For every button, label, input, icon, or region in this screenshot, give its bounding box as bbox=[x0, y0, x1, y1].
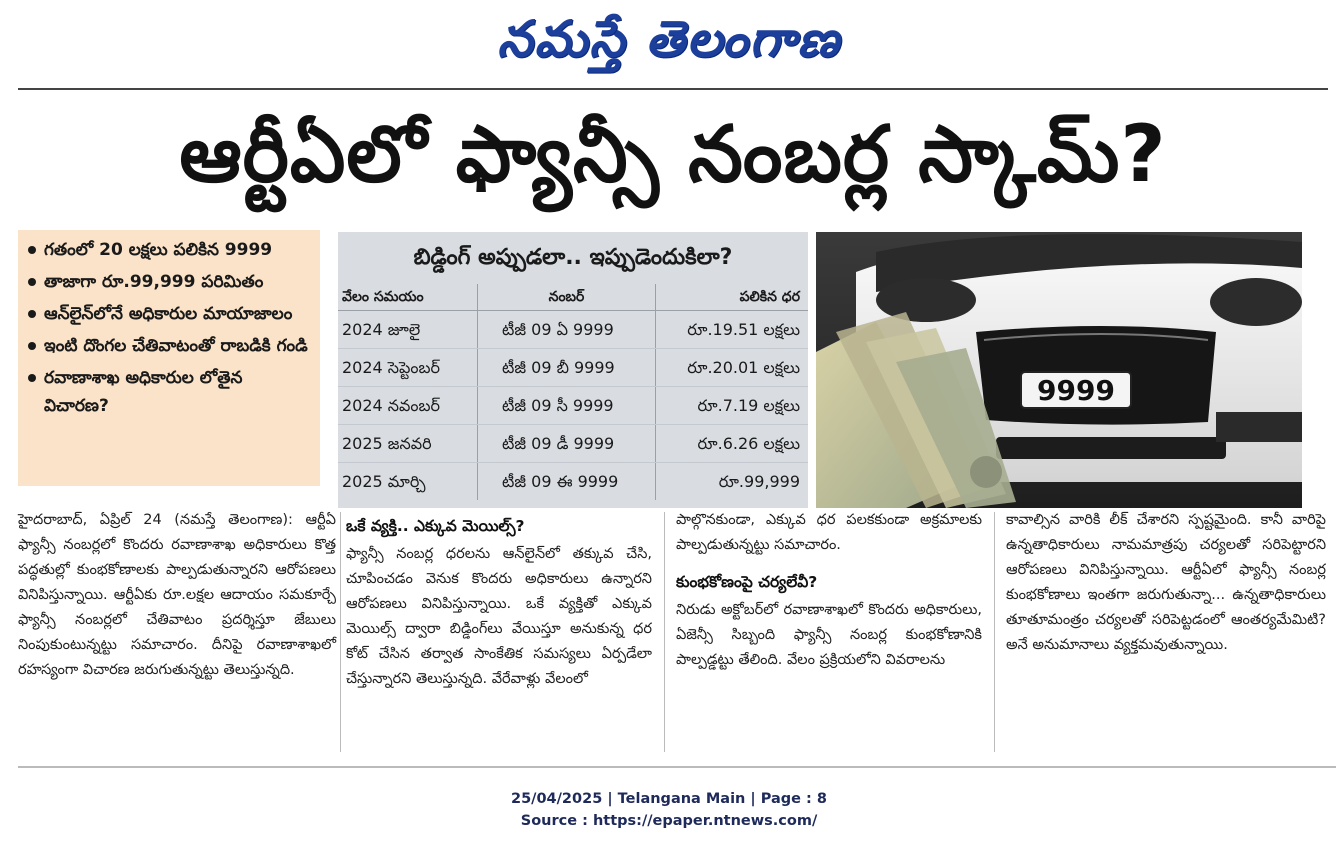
highlight-item: తాజాగా రూ.99,999 పరిమితం bbox=[28, 268, 312, 296]
table-cell: రూ.6.26 లక్షలు bbox=[697, 434, 800, 453]
table-cell: టీజీ 09 డీ 9999 bbox=[478, 425, 656, 462]
masthead-rule bbox=[18, 88, 1328, 90]
bullet-icon bbox=[28, 342, 36, 350]
article-paragraph: పాల్గొనకుండా, ఎక్కువ ధర పలకకుండా అక్రమాలకు పాల్పడుతున్నట్టు సమాచారం. bbox=[676, 512, 982, 553]
article-column-3 bbox=[676, 508, 982, 758]
table-cell: రూ.7.19 లక్షలు bbox=[697, 396, 800, 415]
auction-table bbox=[338, 232, 808, 508]
bullet-icon bbox=[28, 310, 36, 318]
table-cell: 2024 నవంబర్ bbox=[338, 387, 478, 424]
article-column-2 bbox=[346, 508, 652, 758]
highlight-item: గతంలో 20 లక్షలు పలికిన 9999 bbox=[28, 236, 312, 264]
table-row bbox=[338, 349, 808, 387]
table-cell: 2025 మార్చి bbox=[338, 463, 478, 500]
table-row bbox=[338, 387, 808, 425]
highlights-box bbox=[18, 230, 320, 486]
header-cell: వేలం సమయం bbox=[338, 284, 478, 310]
table-cell: 2024 సెప్టెంబర్ bbox=[338, 349, 478, 386]
bullet-icon bbox=[28, 278, 36, 286]
table-cell: 2024 జూలై bbox=[338, 311, 478, 348]
section-subhead: ఒకే వ్యక్తి.. ఎక్కువ మెయిల్స్? bbox=[346, 517, 525, 535]
table-cell: టీజీ 09 సీ 9999 bbox=[478, 387, 656, 424]
section-subhead: కుంభకోణంపై చర్యలేవీ? bbox=[676, 573, 818, 591]
highlight-item: రవాణాశాఖ అధికారుల లోతైన విచారణ? bbox=[28, 364, 312, 420]
footer-date-line: 25/04/2025 | Telangana Main | Page : 8 bbox=[510, 791, 827, 807]
table-row bbox=[338, 463, 808, 500]
bullet-icon bbox=[28, 374, 36, 382]
table-cell: టీజీ 09 ఏ 9999 bbox=[478, 311, 656, 348]
car-photo bbox=[816, 232, 1302, 508]
footer-source-link[interactable]: Source : https://epaper.ntnews.com/ bbox=[520, 813, 818, 829]
article-paragraph: హైదరాబాద్, ఏప్రిల్ 24 (నమస్తే తెలంగాణ): ఆర్టీఏ ఫ్యాన్సీ నంబర్లలో కొందరు రవాణాశాఖ అధికారులు కొత్త పద్ధతుల్లో కుంభకోణాలకు పాల్పడుతున్నారని ఆరోపణలు వినిపిస్తున్నాయి. ఆర్టీఏకు రూ.లక్షల ఆదాయం సమకూర్చే ఫ్యాన్సీ నంబర్లలో చేతివాటం ప్రదర్శిస్తూ జేబులు నింపుకుంటున్నట్టు సమాచారం. దీనిపై రవాణాశాఖలో రహస్యంగా విచారణ జరుగుతున్నట్టు తెలుస్తున్నది. bbox=[18, 512, 336, 678]
table-row bbox=[338, 425, 808, 463]
article-column-1 bbox=[18, 508, 336, 758]
bullet-icon bbox=[28, 246, 36, 254]
table-cell: రూ.19.51 లక్షలు bbox=[687, 320, 800, 339]
page-footer bbox=[0, 788, 1338, 832]
column-divider bbox=[664, 512, 665, 752]
article-paragraph: నిరుడు అక్టోబర్‌లో రవాణాశాఖలో కొందరు అధికారులు, ఏజెన్సీ సిబ్బంది ఫ్యాన్సీ నంబర్ల కుంభకోణానికి పాల్పడ్డట్టు తేలింది. వేలం ప్రక్రియలోని వివరాలను bbox=[676, 602, 982, 668]
table-cell: రూ.99,999 bbox=[718, 472, 800, 491]
table-header-row bbox=[338, 284, 808, 311]
table-cell: టీజీ 09 ఈ 9999 bbox=[478, 463, 656, 500]
article-column-4 bbox=[1006, 508, 1326, 758]
header-cell: పలికిన ధర bbox=[739, 289, 800, 305]
headline: ఆర్టీఏలో ఫ్యాన్సీ నంబర్ల స్కామ్? bbox=[179, 110, 1167, 200]
plate-number: 9999 bbox=[1037, 374, 1115, 407]
table-row bbox=[338, 311, 808, 349]
table-title: బిడ్డింగ్ అప్పుడలా.. ఇప్పుడెందుకిలా? bbox=[413, 245, 733, 270]
header-cell: నంబర్ bbox=[478, 284, 656, 310]
column-divider bbox=[340, 512, 341, 752]
highlight-item: ఆన్‌లైన్‌లోనే అధికారుల మాయాజాలం bbox=[28, 300, 312, 328]
table-cell: టీజీ 09 బీ 9999 bbox=[478, 349, 656, 386]
footer-rule bbox=[18, 766, 1336, 768]
car-photo-illustration bbox=[816, 232, 1302, 508]
table-cell: రూ.20.01 లక్షలు bbox=[687, 358, 800, 377]
article-paragraph: కావాల్సిన వారికి లీక్ చేశారని స్పష్టమైంది. కానీ వారిపై ఉన్నతాధికారులు నామమాత్రపు చర్యలతో సరిపెట్టారని ఆరోపణలు వినిపిస్తున్నాయి. ఆర్టీఏలో ఫ్యాన్సీ నంబర్ల కుంభకోణాలు ఇంతగా జరుగుతున్నా... ఉన్నతాధికారులు తూతూమంత్రం చర్యలతో సరిపెట్టడంలో ఆంతర్యమేమిటి? అనే అనుమానాలు వ్యక్తమవుతున్నాయి. bbox=[1006, 512, 1326, 653]
highlight-item: ఇంటి దొంగల చేతివాటంతో రాబడికి గండి bbox=[28, 332, 312, 360]
column-divider bbox=[994, 512, 995, 752]
masthead-logo: నమస్తే తెలంగాణ bbox=[497, 10, 841, 68]
article-paragraph: ఫ్యాన్సీ నంబర్ల ధరలను ఆన్‌లైన్‌లో తక్కువ చేసి, చూపించడం వెనుక కొందరు అధికారులు ఉన్నారని ఆరోపణలు వినిపిస్తున్నాయి. ఒకే వ్యక్తితో ఎక్కువ మెయిల్స్ ద్వారా బిడ్డింగ్‌లు వేయిస్తూ అనుకున్న ధర కోట్ చేసిన తర్వాత సాంకేతిక సమస్యలు ఏర్పడేలా చేస్తున్నారని తెలుస్తున్నది. వేరేవాళ్లు వేలంలో bbox=[346, 546, 652, 687]
table-cell: 2025 జనవరి bbox=[338, 425, 478, 462]
